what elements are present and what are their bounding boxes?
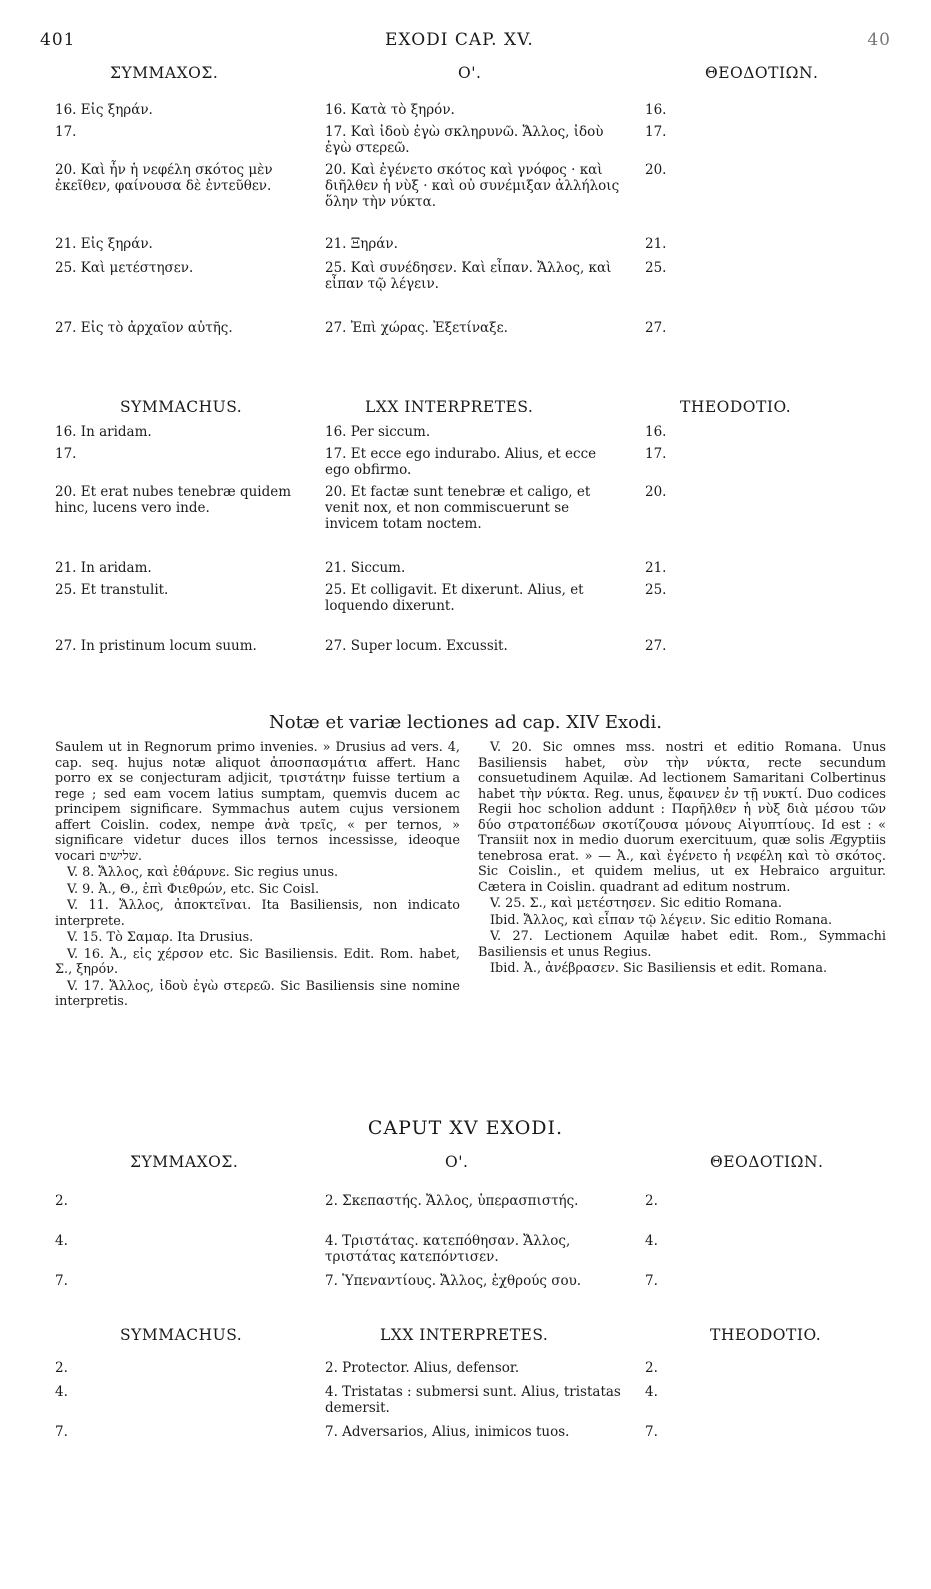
lxx-text: 4. Tristatas : submersi sunt. Alius, tristatas demersit.: [325, 1384, 621, 1416]
note-paragraph: V. 11. Ἄλλος, ἀποκτεῖναι. Ita Basiliensis, non indicato interprete.: [55, 898, 460, 929]
note-paragraph: V. 20. Sic omnes mss. nostri et editio Romana. Unus Basiliensis habet, σὺν τὴν νύκτα, recte secundum consuetudinem Aquilæ. Ad lectionem Samaritani Colbertinus habet τὴν νύκτα. Reg. unus, ἔφαινεν ἐν τῇ νυκτί. Duo codices Regii hoc scholion addunt : Παρῆλθεν ἡ νὺξ διὰ μέσου τῶν δύο στρατοπέδων σκοτίζουσα μόνους Αἰγυπτίους. Id est : « Transiit nox in medio duorum exercituum, quæ solis Ægyptiis tenebrosa erat. » — Ἀ., καὶ ἐγένετο ἡ νεφέλη καὶ τὸ σκότος. Sic Coislin., et quidem melius, ut ex Hebraico arguitur. Cætera in Coislin. quadrant ad editum nostrum.: [478, 740, 886, 895]
symmachus-latin-head: SYMMACHUS.: [120, 1326, 243, 1344]
table-row: [55, 124, 885, 158]
symmachus-text: 4.: [55, 1384, 68, 1400]
verse-number: 4.: [645, 1384, 658, 1400]
notes-title: Notæ et variæ lectiones ad cap. XIV Exodi.: [268, 712, 663, 733]
symmachus-text: 17.: [55, 446, 77, 462]
table-row: [55, 484, 885, 556]
verse-number: 16.: [645, 102, 667, 118]
symmachus-text: 4.: [55, 1233, 68, 1249]
note-paragraph: Saulem ut in Regnorum primo invenies. » Drusius ad vers. 4, cap. seq. hujus notæ aliquot ἀποσπασμάτια affert. Hanc porro ex se conjecturam adjicit, τριστάτην fuisse tertium a rege ; sed eam vocem latius sumptam, quemvis ducem ac principem significare. Symmachus autem cujus versionem affert Coislin. codex, nempe ἀνὰ τρεῖς, « per ternos, » significare videtur duces illos ternos incessisse, ideoque vocari שלישים.: [55, 740, 460, 864]
lxx-text: 7. Ὑπεναντίους. Ἄλλος, ἐχθρούς σου.: [325, 1273, 582, 1289]
lxx-text: 27. Ἐπὶ χώρας. Ἐξετίναξε.: [325, 320, 508, 336]
verse-number: 27.: [645, 638, 667, 654]
verse-number: 2.: [645, 1193, 658, 1209]
table-row: [55, 638, 885, 672]
table-row: [55, 260, 885, 316]
note-paragraph: V. 15. Τὸ Σαμαρ. Ita Drusius.: [67, 930, 254, 945]
note-paragraph: V. 16. Ἀ., εἰς χέρσον etc. Sic Basiliensis. Edit. Rom. habet, Σ., ξηρόν.: [55, 946, 460, 977]
table-row: [55, 424, 885, 442]
lxx-text: 17. Καὶ ἰδοὺ ἐγὼ σκληρυνῶ. Ἄλλος, ἰδοὺ ἐγὼ στερεῶ.: [325, 124, 604, 156]
table-row: [55, 1384, 885, 1420]
verse-number: 2.: [645, 1360, 658, 1376]
latin-column-heads: [55, 398, 885, 424]
verse-number: 17.: [645, 124, 667, 140]
running-title: EXODI CAP. XV.: [385, 30, 534, 50]
note-paragraph: V. 9. Ἀ., Θ., ἐπὶ Φιεθρών, etc. Sic Coisl.: [67, 881, 320, 897]
symmachus-text: 25. Et transtulit.: [55, 582, 169, 598]
symmachus-text: 20. Καὶ ἦν ἡ νεφέλη σκότος μὲν ἐκεῖθεν, φαίνουσα δὲ ἐντεῦθεν.: [55, 162, 273, 194]
lxx-text: 20. Et factæ sunt tenebræ et caligo, et venit nox, et non commiscuerunt se invicem totam noctem.: [325, 484, 591, 532]
symmachus-text: 2.: [55, 1360, 68, 1376]
table-row: [55, 1273, 885, 1309]
table-row: [55, 446, 885, 480]
lxx-text: 7. Adversarios, Alius, inimicos tuos.: [325, 1424, 570, 1440]
verse-number: 16.: [645, 424, 667, 440]
notes-right-column: [478, 740, 886, 978]
symmachus-text: 17.: [55, 124, 77, 140]
verse-number: 21.: [645, 560, 667, 576]
verse-number: 25.: [645, 582, 667, 598]
page-number-right: 40: [867, 30, 891, 50]
note-paragraph: V. 27. Lectionem Aquilæ habet edit. Rom., Symmachi Basiliensis et unus Regius.: [478, 929, 886, 960]
table-row: [55, 320, 885, 356]
table-row: [55, 560, 885, 578]
verse-number: 4.: [645, 1233, 658, 1249]
symmachus-text: 2.: [55, 1193, 68, 1209]
lxx-text: 16. Κατὰ τὸ ξηρόν.: [325, 102, 455, 118]
verse-number: 17.: [645, 446, 667, 462]
theodotion-greek-head: ΘΕΟΔΟΤΙΩΝ.: [705, 64, 819, 82]
greek-column-heads: [55, 64, 885, 90]
notes-left-column: [55, 740, 460, 1011]
lxx-text: 20. Καὶ ἐγένετο σκότος καὶ γνόφος · καὶ διῆλθεν ἡ νὺξ · καὶ οὐ συνέμιξαν ἀλλήλοις ὅλην τὴν νύκτα.: [325, 162, 620, 210]
symmachus-text: 27. Εἰς τὸ ἀρχαῖον αὐτῆς.: [55, 320, 233, 336]
lxx-text: 16. Per siccum.: [325, 424, 431, 440]
symmachus-greek-head: ΣΥΜΜΑΧΟΣ.: [110, 64, 219, 82]
lxx-text: 2. Protector. Alius, defensor.: [325, 1360, 520, 1376]
lxx-text: 27. Super locum. Excussit.: [325, 638, 508, 654]
greek-rows-2: [55, 1193, 885, 1309]
symmachus-text: 21. In aridam.: [55, 560, 152, 576]
verse-number: 7.: [645, 1424, 658, 1440]
lxx-text: 21. Ξηράν.: [325, 236, 398, 252]
table-row: [55, 236, 885, 256]
running-header: [40, 30, 891, 54]
symmachus-greek-head: ΣΥΜΜΑΧΟΣ.: [130, 1153, 239, 1171]
theodotion-latin-head: THEODOTIO.: [680, 398, 792, 416]
verse-number: 25.: [645, 260, 667, 276]
note-paragraph: V. 17. Ἄλλος, ἰδοὺ ἐγὼ στερεῶ. Sic Basiliensis sine nomine interpretis.: [55, 978, 460, 1009]
symmachus-text: 21. Εἰς ξηράν.: [55, 236, 153, 252]
table-row: [55, 102, 885, 120]
verse-number: 21.: [645, 236, 667, 252]
latin-section: [55, 398, 885, 676]
table-row: [55, 1360, 885, 1380]
symmachus-text: 27. In pristinum locum suum.: [55, 638, 257, 654]
symmachus-text: 16. Εἰς ξηράν.: [55, 102, 153, 118]
theodotion-greek-head: ΘΕΟΔΟΤΙΩΝ.: [710, 1153, 824, 1171]
table-row: [55, 1233, 885, 1269]
lxx-text: 21. Siccum.: [325, 560, 406, 576]
table-row: [55, 1193, 885, 1229]
lxx-greek-head: Ο'.: [458, 64, 482, 82]
greek-section-2: [55, 1153, 885, 1313]
verse-number: 7.: [645, 1273, 658, 1289]
symmachus-text: 20. Et erat nubes tenebræ quidem hinc, lucens vero inde.: [55, 484, 292, 516]
page-number-left: 401: [40, 30, 76, 50]
symmachus-text: 16. In aridam.: [55, 424, 152, 440]
table-row: [55, 582, 885, 634]
table-row: [55, 162, 885, 232]
verse-number: 27.: [645, 320, 667, 336]
latin-rows: [55, 424, 885, 672]
lxx-latin-head: LXX INTERPRETES.: [365, 398, 534, 416]
symmachus-latin-head: SYMMACHUS.: [120, 398, 243, 416]
latin-section-2: [55, 1326, 885, 1464]
verse-number: 20.: [645, 162, 667, 178]
symmachus-text: 25. Καὶ μετέστησεν.: [55, 260, 194, 276]
chapter-title: CAPUT XV EXODI.: [367, 1117, 564, 1139]
table-row: [55, 1424, 885, 1460]
latin-rows-2: [55, 1360, 885, 1460]
lxx-greek-head: Ο'.: [445, 1153, 469, 1171]
lxx-latin-head: LXX INTERPRETES.: [380, 1326, 549, 1344]
lxx-text: 2. Σκεπαστής. Ἄλλος, ὑπερασπιστής.: [325, 1193, 579, 1209]
lxx-text: 4. Τριστάτας. κατεπόθησαν. Ἄλλος, τριστάτας κατεπόντισεν.: [325, 1233, 571, 1265]
latin-column-heads: [55, 1326, 885, 1352]
greek-column-heads: [55, 1153, 885, 1179]
note-paragraph: V. 25. Σ., καὶ μετέστησεν. Sic editio Romana.: [490, 896, 782, 911]
greek-rows: [55, 102, 885, 356]
note-paragraph: V. 8. Ἄλλος, καὶ ἐθάρυνε. Sic regius unus.: [67, 865, 339, 880]
theodotion-latin-head: THEODOTIO.: [710, 1326, 822, 1344]
lxx-text: 17. Et ecce ego indurabo. Alius, et ecce ego obfirmo.: [325, 446, 597, 478]
symmachus-text: 7.: [55, 1273, 68, 1289]
verse-number: 20.: [645, 484, 667, 500]
lxx-text: 25. Καὶ συνέδησεν. Καὶ εἶπαν. Ἄλλος, καὶ εἶπαν τῷ λέγειν.: [325, 260, 612, 292]
symmachus-text: 7.: [55, 1424, 68, 1440]
note-paragraph: Ibid. Ἀ., ἀνέβρασεν. Sic Basiliensis et edit. Romana.: [490, 961, 828, 976]
lxx-text: 25. Et colligavit. Et dixerunt. Alius, et loquendo dixerunt.: [325, 582, 584, 614]
note-paragraph: Ibid. Ἄλλος, καὶ εἶπαν τῷ λέγειν. Sic editio Romana.: [490, 912, 833, 928]
greek-section: [55, 64, 885, 360]
